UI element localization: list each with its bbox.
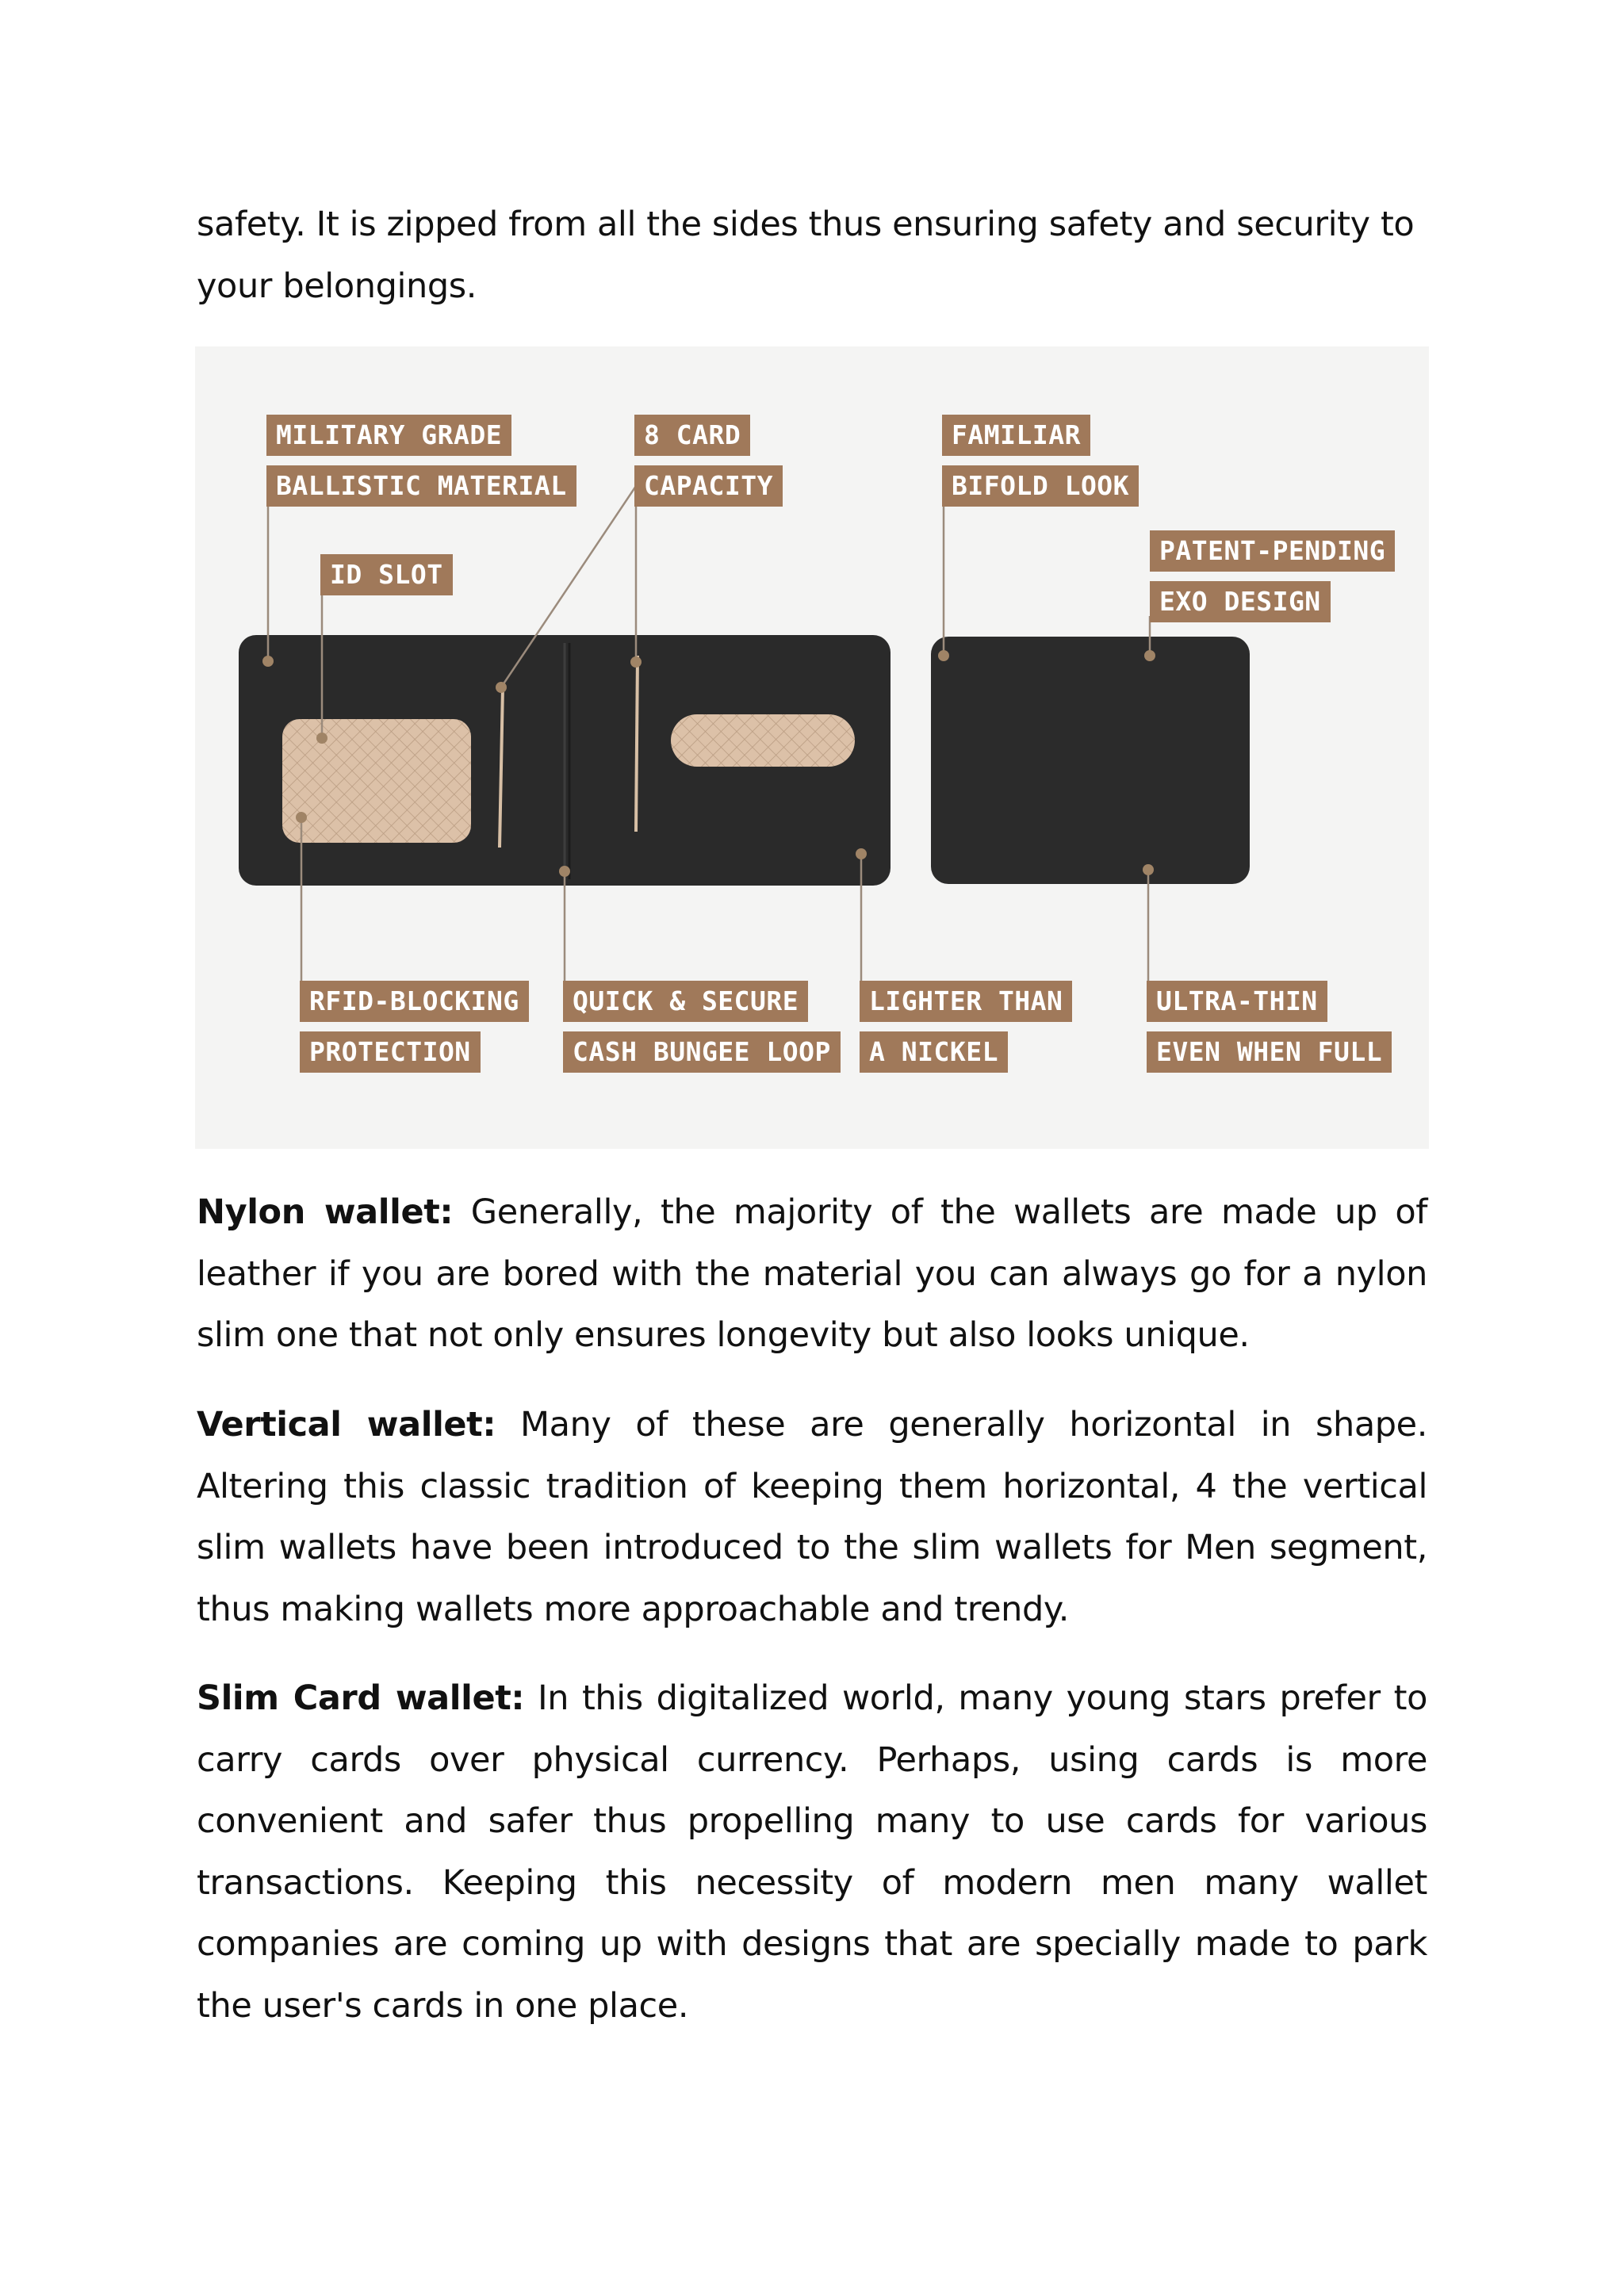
card-slot-mesh <box>671 714 855 767</box>
label-even-when-full: EVEN WHEN FULL <box>1147 1031 1392 1073</box>
label-a-nickel: A NICKEL <box>860 1031 1008 1073</box>
label-rfid-blocking: RFID-BLOCKING <box>300 981 529 1022</box>
nylon-wallet-paragraph <box>197 1182 1427 1367</box>
label-familiar: FAMILIAR <box>942 415 1090 456</box>
label-capacity: CAPACITY <box>634 465 783 507</box>
label-8-card: 8 CARD <box>634 415 750 456</box>
nylon-wallet-body: Generally, the majority of the wallets are made up of leather if you are bored with the material you can always go for a nylon slim one that not only ensures longevity but also looks unique. <box>197 1192 1427 1355</box>
closed-wallet-body <box>931 637 1250 884</box>
label-patent-pending: PATENT-PENDING <box>1150 530 1395 572</box>
slim-card-wallet-paragraph <box>197 1668 1427 2037</box>
label-quick-secure: QUICK & SECURE <box>563 981 808 1022</box>
vertical-wallet-paragraph <box>197 1395 1427 1640</box>
label-ballistic-material: BALLISTIC MATERIAL <box>266 465 576 507</box>
label-id-slot: ID SLOT <box>320 554 453 595</box>
label-lighter-than: LIGHTER THAN <box>860 981 1072 1022</box>
nylon-wallet-heading: Nylon wallet: <box>197 1192 454 1232</box>
slim-card-wallet-heading: Slim Card wallet: <box>197 1678 525 1718</box>
label-protection: PROTECTION <box>300 1031 481 1073</box>
vertical-wallet-heading: Vertical wallet: <box>197 1405 496 1445</box>
intro-paragraph <box>197 194 1427 317</box>
label-exo-design: EXO DESIGN <box>1150 581 1331 622</box>
label-ultra-thin: ULTRA-THIN <box>1147 981 1327 1022</box>
label-cash-bungee-loop: CASH BUNGEE LOOP <box>563 1031 841 1073</box>
vertical-wallet-body: Many of these are generally horizontal in shape. Altering this classic tradition of keeping them horizontal, 4 the vertical slim wallets have been introduced to the slim wallets for Men segment, thus making wallets more approachable and trendy. <box>197 1405 1427 1629</box>
id-window-mesh <box>282 719 471 843</box>
label-military-grade: MILITARY GRADE <box>266 415 511 456</box>
intro-text: safety. It is zipped from all the sides thus ensuring safety and security to your belongings. <box>197 205 1415 306</box>
slim-card-wallet-body: In this digitalized world, many young stars prefer to carry cards over physical currency. Perhaps, using cards is more convenient and safer thus propelling many to use cards for various transactions. Keeping this necessity of modern men many wallet companies are coming up with designs that are specially made to park the user's cards in one place. <box>197 1678 1427 2026</box>
label-bifold-look: BIFOLD LOOK <box>942 465 1139 507</box>
wallet-feature-figure <box>195 346 1429 1149</box>
